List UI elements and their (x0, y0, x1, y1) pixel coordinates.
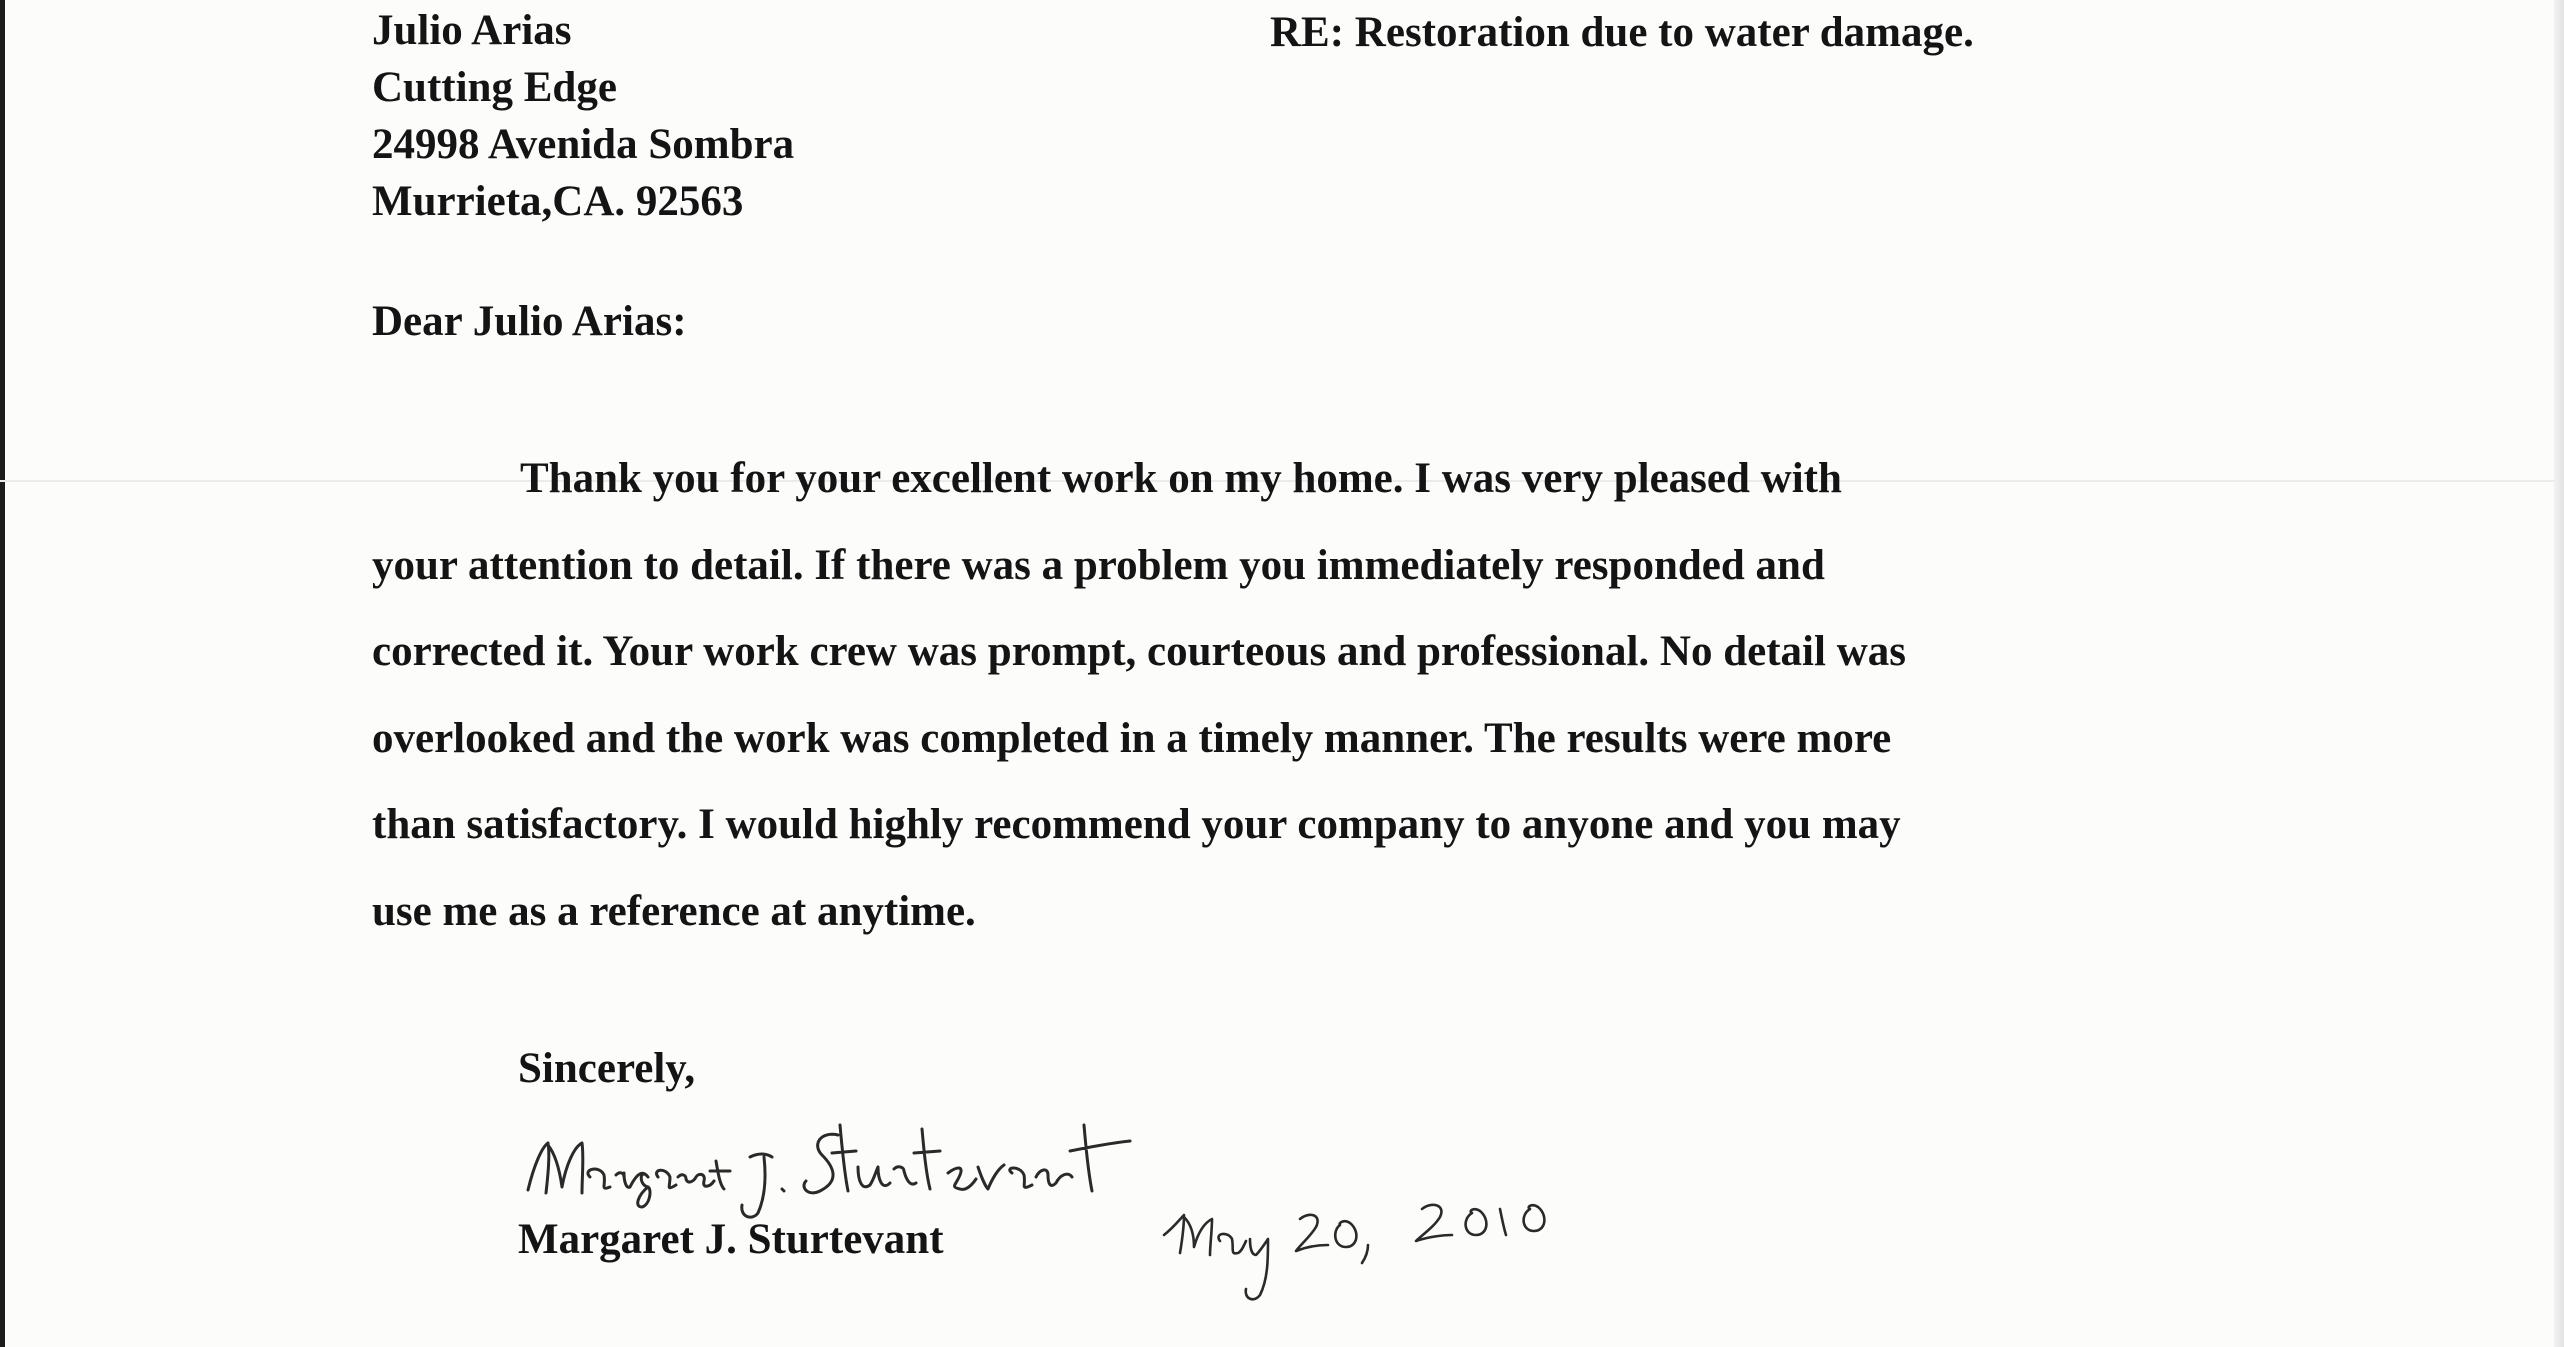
recipient-street: 24998 Avenida Sombra (372, 121, 795, 168)
body-line: than satisfactory. I would highly recommend your company to anyone and you may (372, 801, 1901, 848)
body-line: corrected it. Your work crew was prompt, courteous and professional. No detail was (372, 628, 1906, 675)
salutation: Dear Julio Arias: (372, 298, 687, 345)
body-line: overlooked and the work was completed in a timely manner. The results were more (372, 714, 1892, 762)
letter-body (372, 436, 2172, 955)
subject-line: RE: Restoration due to water damage. (1270, 9, 1974, 56)
body-line: Thank you for your excellent work on my home. I was very pleased with (520, 455, 1842, 502)
body-line: use me as a reference at anytime. (372, 887, 976, 935)
signer-name: Margaret J. Sturtevant (518, 1216, 944, 1263)
closing: Sincerely, (518, 1045, 696, 1092)
recipient-city-line: Murrieta,CA. 92563 (372, 178, 744, 225)
scan-left-edge (0, 0, 5, 1347)
recipient-company: Cutting Edge (372, 64, 617, 111)
recipient-address-block (372, 2, 794, 230)
scan-right-edge (2554, 0, 2564, 1347)
handwritten-date (1160, 1175, 1700, 1305)
recipient-name: Julio Arias (372, 7, 572, 54)
body-line: your attention to detail. If there was a problem you immediately responded and (372, 541, 1825, 589)
